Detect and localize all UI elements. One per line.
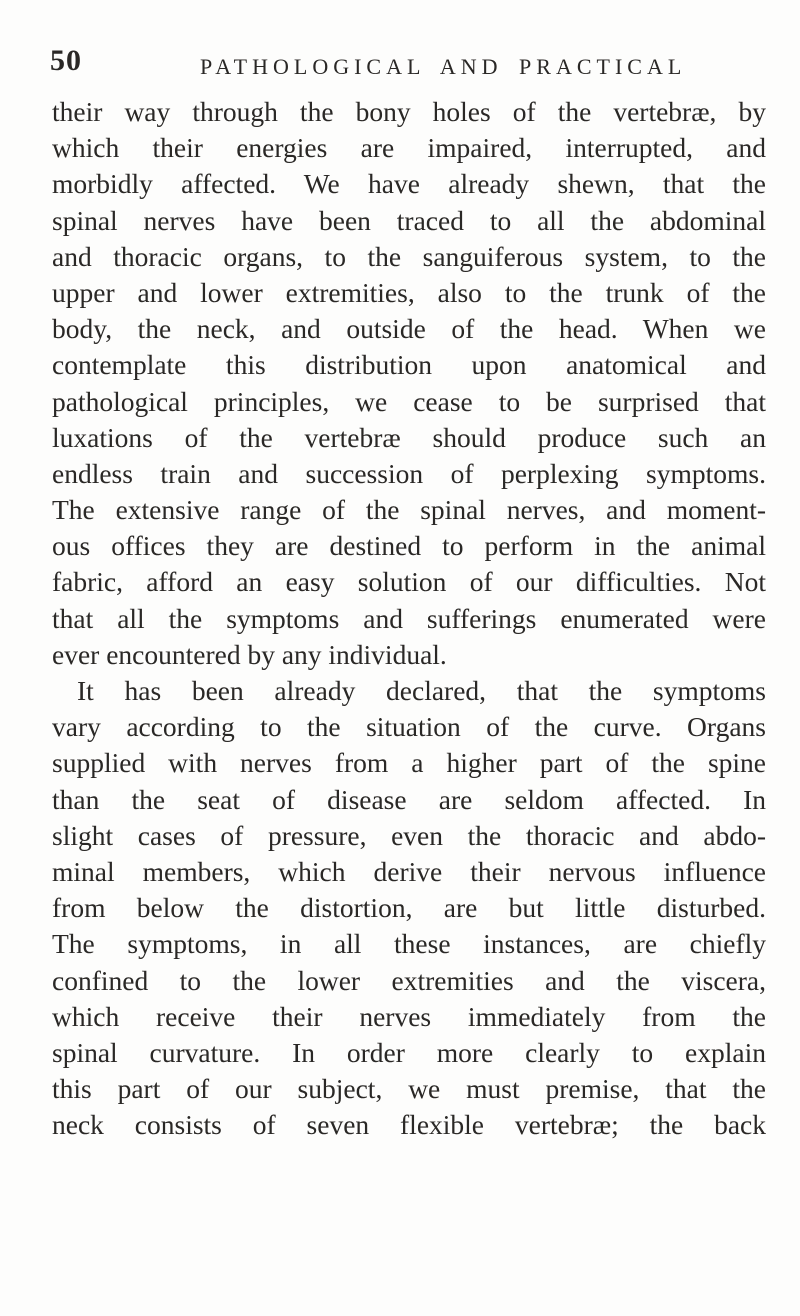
text-line: fabric, afford an easy solution of our difficulties. Not	[52, 566, 766, 598]
text-line: this part of our subject, we must premise, that the	[52, 1073, 766, 1105]
paragraph-1	[52, 94, 766, 673]
text-line: ever encountered by any individual.	[52, 638, 447, 670]
text-line: ous offices they are destined to perform in the animal	[52, 530, 766, 562]
text-line: supplied with nerves from a higher part of the spine	[52, 747, 766, 779]
text-line: that all the symptoms and sufferings enumerated were	[52, 602, 766, 634]
text-line: The symptoms, in all these instances, are chiefly	[52, 928, 766, 960]
text-line: It has been already declared, that the symptoms	[77, 675, 766, 706]
text-line: contemplate this distribution upon anatomical and	[52, 349, 766, 381]
text-line: spinal nerves have been traced to all the abdominal	[52, 204, 766, 236]
running-head: PATHOLOGICAL AND PRACTICAL	[200, 54, 687, 79]
text-line: luxations of the vertebræ should produce such an	[52, 421, 766, 453]
page-header	[50, 44, 750, 84]
text-line: and thoracic organs, to the sanguiferous system, to the	[52, 240, 766, 272]
text-line: than the seat of disease are seldom affected. In	[52, 783, 766, 815]
text-line: slight cases of pressure, even the thoracic and abdo-	[52, 819, 766, 851]
text-line: upper and lower extremities, also to the trunk of the	[52, 276, 766, 308]
text-line: spinal curvature. In order more clearly to explain	[52, 1036, 766, 1068]
text-line: neck consists of seven flexible vertebræ; the back	[52, 1109, 766, 1141]
text-line: their way through the bony holes of the vertebræ, by	[52, 96, 766, 127]
text-line: from below the distortion, are but little disturbed.	[52, 892, 766, 924]
text-line: pathological principles, we cease to be surprised that	[52, 385, 766, 417]
text-line: morbidly affected. We have already shewn, that the	[52, 168, 766, 200]
text-line: which receive their nerves immediately from the	[52, 1000, 766, 1032]
text-line: The extensive range of the spinal nerves, and moment-	[52, 494, 766, 526]
text-line: minal members, which derive their nervous influence	[52, 855, 766, 887]
paragraph-2	[52, 673, 766, 1143]
text-line: vary according to the situation of the curve. Organs	[52, 711, 766, 743]
text-line: body, the neck, and outside of the head. When we	[52, 313, 766, 345]
text-line: which their energies are impaired, interrupted, and	[52, 132, 766, 164]
body-text	[52, 94, 766, 1143]
text-line: endless train and succession of perplexing symptoms.	[52, 457, 766, 489]
page-number: 50	[50, 44, 82, 77]
text-line: confined to the lower extremities and the viscera,	[52, 964, 766, 996]
